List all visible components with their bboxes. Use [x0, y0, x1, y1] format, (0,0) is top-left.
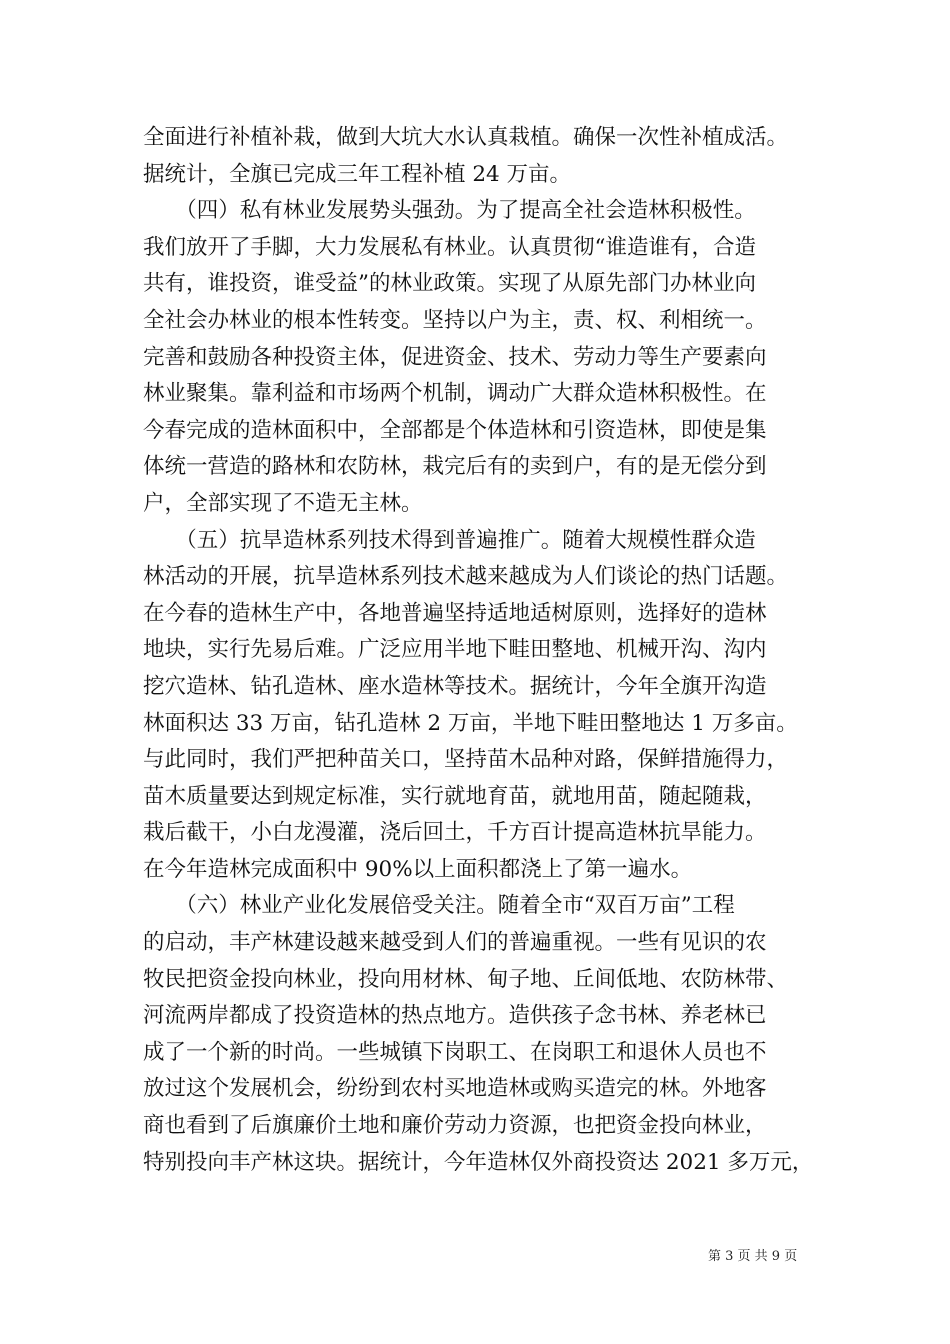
text-line: 牧民把资金投向林业，投向用材林、甸子地、丘间低地、农防林带、 [143, 966, 789, 992]
text-line: （五）抗旱造林系列技术得到普遍推广。随着大规模性群众造 [143, 527, 756, 553]
text-line: 特别投向丰产林这块。据统计，今年造林仅外商投资达 2021 多万元， [143, 1149, 814, 1175]
text-line: 林活动的开展，抗旱造林系列技术越来越成为人们谈论的热门话题。 [143, 564, 789, 590]
text-line: 的启动，丰产林建设越来越受到人们的普遍重视。一些有见识的农 [143, 930, 767, 956]
page-number-footer: 第 3 页 共 9 页 [708, 1249, 798, 1264]
text-line: 全社会办林业的根本性转变。坚持以户为主，责、权、利相统一。 [143, 307, 767, 333]
text-line: 地块，实行先易后难。广泛应用半地下畦田整地、机械开沟、沟内 [143, 637, 767, 663]
document-body [143, 120, 823, 1181]
text-line: 在今春的造林生产中，各地普遍坚持适地适树原则，选择好的造林 [143, 600, 767, 626]
text-line: 林业聚集。靠利益和市场两个机制，调动广大群众造林积极性。在 [143, 381, 767, 407]
text-line: 苗木质量要达到规定标准，实行就地育苗，就地用苗，随起随栽， [143, 783, 767, 809]
text-line: 栽后截干，小白龙漫灌，浇后回土，千方百计提高造林抗旱能力。 [143, 820, 767, 846]
text-line: 商也看到了后旗廉价土地和廉价劳动力资源，也把资金投向林业， [143, 1113, 767, 1139]
text-line: 今春完成的造林面积中，全部都是个体造林和引资造林，即使是集 [143, 417, 767, 443]
paragraph-continuation [143, 120, 823, 193]
text-line: 体统一营造的路林和农防林，栽完后有的卖到户，有的是无偿分到 [143, 454, 767, 480]
text-line: （四）私有林业发展势头强劲。为了提高全社会造林积极性。 [143, 198, 756, 224]
text-line: 成了一个新的时尚。一些城镇下岗职工、在岗职工和退休人员也不 [143, 1039, 767, 1065]
text-line: 据统计，全旗已完成三年工程补植 24 万亩。 [143, 161, 572, 187]
text-line: 挖穴造林、钻孔造林、座水造林等技术。据统计，今年全旗开沟造 [143, 673, 767, 699]
text-line: 完善和鼓励各种投资主体，促进资金、技术、劳动力等生产要素向 [143, 344, 767, 370]
text-line: 林面积达 33 万亩，钻孔造林 2 万亩，半地下畦田整地达 1 万多亩。 [143, 710, 798, 736]
paragraph-drought-techniques [143, 523, 823, 889]
text-line: 户，全部实现了不造无主林。 [143, 490, 423, 516]
text-line: （六）林业产业化发展倍受关注。随着全市“双百万亩”工程 [143, 893, 735, 919]
text-line: 我们放开了手脚，大力发展私有林业。认真贯彻“谁造谁有，合造 [143, 234, 756, 260]
paragraph-industrialization [143, 888, 823, 1181]
text-line: 河流两岸都成了投资造林的热点地方。造供孩子念书林、养老林已 [143, 1003, 767, 1029]
text-line: 共有，谁投资，谁受益”的林业政策。实现了从原先部门办林业向 [143, 271, 756, 297]
text-line: 放过这个发展机会，纷纷到农村买地造林或购买造完的林。外地客 [143, 1076, 767, 1102]
text-line: 在今年造林完成面积中 90%以上面积都浇上了第一遍水。 [143, 856, 693, 882]
text-line: 与此同时，我们严把种苗关口，坚持苗木品种对路，保鲜措施得力， [143, 747, 789, 773]
text-line: 全面进行补植补栽，做到大坑大水认真栽植。确保一次性补植成活。 [143, 125, 789, 150]
paragraph-private-forestry [143, 193, 823, 522]
